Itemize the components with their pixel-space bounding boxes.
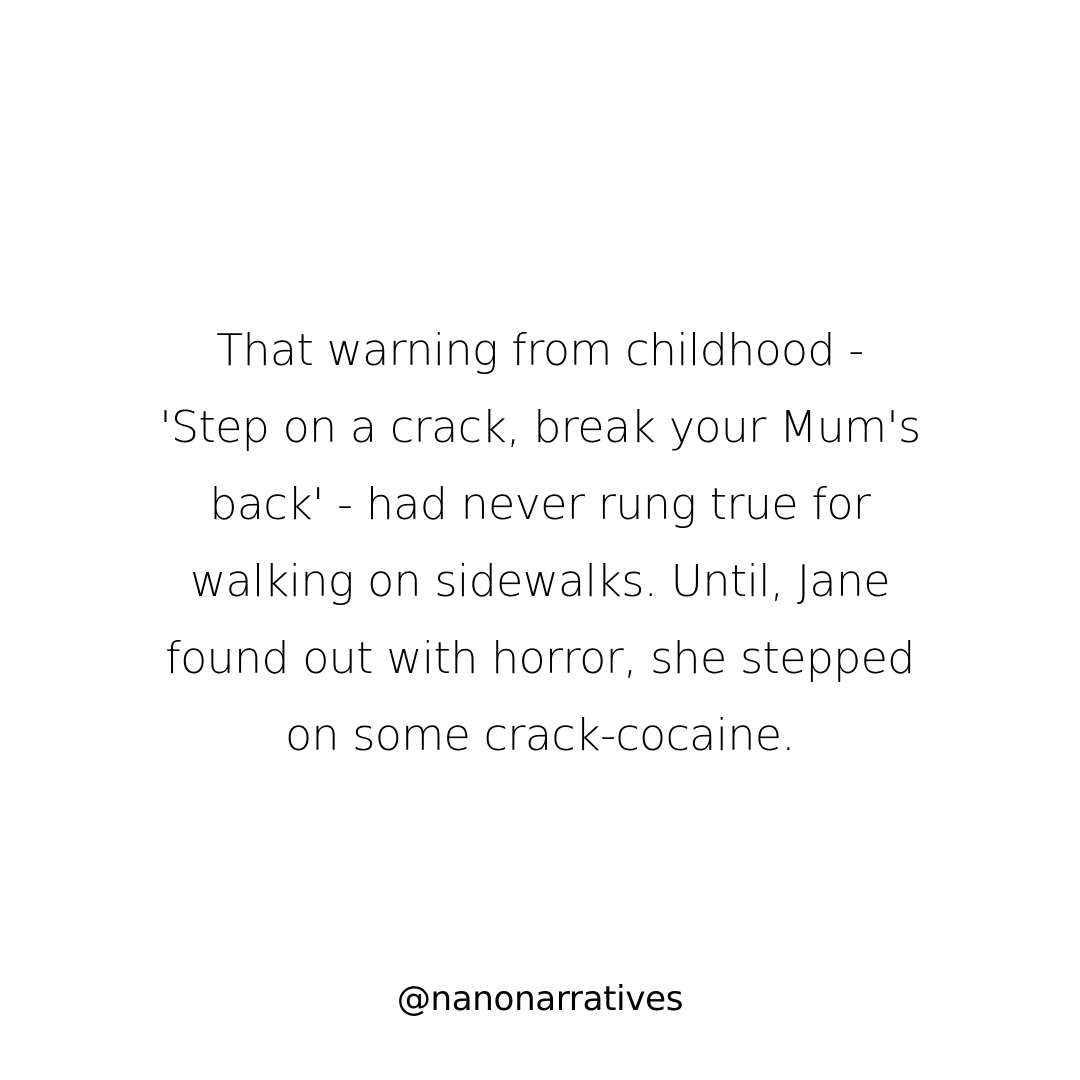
story-line: found out with horror, she stepped <box>165 633 915 684</box>
story-line: That warning from childhood - <box>216 325 864 376</box>
story-line: back' - had never rung true for <box>209 479 871 530</box>
story-text <box>40 312 1040 774</box>
story-line: 'Step on a crack, break your Mum's <box>159 402 921 453</box>
story-line: on some crack-cocaine. <box>285 710 795 761</box>
author-handle: @nanonarratives <box>396 979 684 1019</box>
story-line: walking on sidewalks. Until, Jane <box>190 556 890 607</box>
